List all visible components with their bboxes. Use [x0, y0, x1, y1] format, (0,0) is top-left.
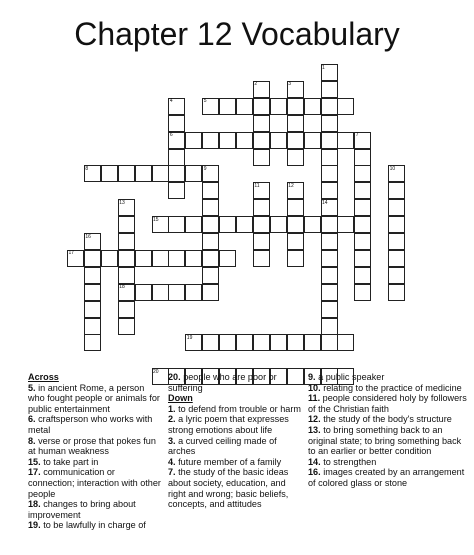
crossword-cell[interactable]	[354, 149, 371, 166]
down-clue-7: 7. the study of the basic ideas about society, education, and right and wrong; basic beliefs, concepts, and attitudes	[168, 467, 289, 510]
crossword-cell[interactable]	[236, 132, 253, 149]
crossword-cell[interactable]	[185, 216, 202, 233]
crossword-cell[interactable]	[354, 182, 371, 199]
crossword-cell[interactable]	[219, 132, 236, 149]
crossword-cell[interactable]	[337, 98, 354, 115]
clue-number-18: 18	[119, 284, 125, 291]
across-clue-5: 5. in ancient Rome, a person who fought people or animals for public entertainment	[28, 382, 160, 414]
clue-number-17: 17	[68, 250, 75, 257]
crossword-cell[interactable]	[202, 334, 219, 351]
clue-number-15: 15	[153, 216, 159, 223]
crossword-cell[interactable]	[84, 301, 101, 318]
crossword-cell[interactable]	[304, 132, 321, 149]
crossword-cell[interactable]	[236, 334, 253, 351]
clue-number-1: 1	[322, 64, 325, 71]
across-clue-17: 17. communication or connection; interaction with other people	[28, 467, 161, 499]
crossword-cell[interactable]	[168, 284, 185, 301]
crossword-cell[interactable]	[388, 267, 405, 284]
crossword-cell[interactable]	[219, 250, 236, 267]
crossword-cell[interactable]	[185, 132, 202, 149]
crossword-cell[interactable]	[321, 318, 338, 335]
crossword-cell[interactable]	[202, 132, 219, 149]
across-clue-18: 18. changes to bring about improvement	[28, 499, 136, 520]
crossword-cell[interactable]	[253, 98, 270, 115]
crossword-cell[interactable]	[84, 267, 101, 284]
crossword-cell[interactable]	[287, 199, 304, 216]
crossword-cell[interactable]	[185, 165, 202, 182]
crossword-cell[interactable]	[168, 182, 185, 199]
clue-number-6: 6	[169, 132, 173, 139]
crossword-cell[interactable]	[354, 284, 371, 301]
crossword-cell[interactable]	[354, 250, 371, 267]
crossword-cell[interactable]	[321, 132, 338, 149]
crossword-cell[interactable]	[219, 98, 236, 115]
crossword-cell[interactable]	[185, 284, 202, 301]
down-clue-4: 4. future member of a family	[168, 456, 282, 467]
crossword-cell[interactable]	[321, 334, 338, 351]
crossword-cell[interactable]	[202, 284, 219, 301]
crossword-cell[interactable]	[337, 132, 354, 149]
crossword-cell[interactable]	[118, 250, 135, 267]
crossword-cell[interactable]	[388, 250, 405, 267]
crossword-cell[interactable]	[304, 98, 321, 115]
clue-number-12: 12	[288, 182, 294, 189]
crossword-cell[interactable]	[152, 250, 169, 267]
crossword-cell[interactable]	[253, 149, 270, 166]
clue-number-5: 5	[203, 98, 207, 105]
across-clue-6: 6. craftsperson who works with metal	[28, 414, 153, 435]
across-heading: Across	[28, 372, 59, 382]
crossword-cell[interactable]	[219, 216, 236, 233]
crossword-cell[interactable]	[84, 334, 101, 351]
crossword-cell[interactable]	[202, 267, 219, 284]
crossword-cell[interactable]	[388, 182, 405, 199]
crossword-cell[interactable]	[287, 233, 304, 250]
clue-number-19: 19	[186, 334, 193, 341]
down-clue-13: 13. to bring something back to an original state; to bring something back to an earlier or better condition	[308, 424, 462, 457]
crossword-cell[interactable]	[287, 149, 304, 166]
crossword-cell[interactable]	[354, 233, 371, 250]
crossword-cell[interactable]	[287, 98, 304, 115]
crossword-cell[interactable]	[321, 233, 338, 250]
crossword-cell[interactable]	[236, 98, 253, 115]
crossword-cell[interactable]	[270, 132, 287, 149]
crossword-cell[interactable]	[321, 165, 338, 182]
crossword-cell[interactable]	[101, 165, 118, 182]
across-clue-20: 20. people who are poor or suffering	[168, 372, 277, 393]
crossword-cell[interactable]	[118, 301, 135, 318]
clues-column-3	[308, 372, 468, 489]
across-clue-15: 15. to take part in	[28, 456, 99, 467]
crossword-cell[interactable]	[388, 233, 405, 250]
crossword-cell[interactable]	[388, 284, 405, 301]
down-clue-14: 14. to strengthen	[308, 456, 377, 467]
crossword-cell[interactable]	[168, 250, 185, 267]
crossword-cell[interactable]	[219, 334, 236, 351]
crossword-cell[interactable]	[253, 132, 270, 149]
crossword-cell[interactable]	[135, 250, 152, 267]
crossword-cell[interactable]	[118, 233, 135, 250]
down-heading: Down	[168, 393, 193, 404]
crossword-cell[interactable]	[337, 216, 354, 233]
crossword-cell[interactable]	[270, 98, 287, 115]
crossword-cell[interactable]	[202, 199, 219, 216]
crossword-cell[interactable]	[152, 165, 169, 182]
crossword-cell[interactable]	[84, 284, 101, 301]
crossword-cell[interactable]	[287, 250, 304, 267]
crossword-cell[interactable]	[202, 233, 219, 250]
clue-number-10: 10	[389, 165, 396, 172]
crossword-cell[interactable]	[118, 216, 135, 233]
crossword-cell[interactable]	[321, 98, 338, 115]
clue-number-2: 2	[254, 81, 258, 88]
down-clue-1: 1. to defend from trouble or harm	[168, 403, 301, 414]
crossword-cell[interactable]	[168, 149, 185, 166]
crossword-cell[interactable]	[321, 115, 338, 132]
crossword-cell[interactable]	[168, 216, 185, 233]
crossword-cell[interactable]	[321, 81, 338, 98]
crossword-cell[interactable]	[388, 199, 405, 216]
crossword-cell[interactable]	[287, 132, 304, 149]
crossword-cell[interactable]	[287, 216, 304, 233]
down-clue-2: 2. a lyric poem that expresses strong emotions about life	[168, 414, 289, 435]
page-title: Chapter 12 Vocabulary	[74, 16, 400, 52]
clue-number-16: 16	[85, 233, 91, 240]
clue-number-4: 4	[169, 98, 173, 105]
crossword-cell[interactable]	[84, 318, 101, 335]
down-clue-11: 11. people considered holy by followers of the Christian faith	[308, 393, 467, 414]
clue-number-3: 3	[288, 81, 291, 88]
crossword-cell[interactable]	[236, 216, 253, 233]
crossword-cell[interactable]	[202, 182, 219, 199]
crossword-cell[interactable]	[253, 216, 270, 233]
clue-number-7: 7	[355, 132, 359, 139]
crossword-cell[interactable]	[354, 199, 371, 216]
crossword-cell[interactable]	[168, 115, 185, 132]
crossword-cell[interactable]	[354, 165, 371, 182]
crossword-cell[interactable]	[304, 216, 321, 233]
crossword-cell[interactable]	[135, 165, 152, 182]
crossword-cell[interactable]	[152, 284, 169, 301]
crossword-cell[interactable]	[168, 165, 185, 182]
clue-number-11: 11	[254, 182, 260, 189]
crossword-cell[interactable]	[118, 267, 135, 284]
down-clue-12: 12. the study of the body's structure	[308, 414, 452, 425]
down-clue-3: 3. a curved ceiling made of arches	[168, 435, 277, 457]
across-clue-19: 19. to be lawfully in charge of	[28, 520, 146, 531]
crossword-cell[interactable]	[354, 216, 371, 233]
crossword-cell[interactable]	[388, 216, 405, 233]
crossword-cell[interactable]	[253, 334, 270, 351]
clue-number-8: 8	[85, 165, 89, 172]
clue-number-9: 9	[203, 165, 207, 172]
crossword-cell[interactable]	[253, 250, 270, 267]
crossword-cell[interactable]	[202, 216, 219, 233]
crossword-cell[interactable]	[287, 115, 304, 132]
crossword-cell[interactable]	[354, 267, 371, 284]
down-clue-9: 9. a public speaker	[308, 372, 385, 382]
clues-column-2	[168, 372, 304, 510]
crossword-cell[interactable]	[118, 165, 135, 182]
crossword-cell[interactable]	[135, 284, 152, 301]
crossword-cell[interactable]	[321, 267, 338, 284]
crossword-cell[interactable]	[202, 250, 219, 267]
clue-number-14: 14	[322, 199, 328, 206]
crossword-cell[interactable]	[253, 233, 270, 250]
crossword-cell[interactable]	[321, 250, 338, 267]
crossword-cell[interactable]	[84, 250, 101, 267]
crossword-cell[interactable]	[337, 334, 354, 351]
down-clue-10: 10. relating to the practice of medicine	[308, 382, 462, 393]
crossword-cell[interactable]	[287, 334, 304, 351]
crossword-cell[interactable]	[253, 199, 270, 216]
clue-number-13: 13	[119, 199, 125, 206]
crossword-cell[interactable]	[321, 149, 338, 166]
clue-number-20: 20	[153, 368, 159, 375]
crossword-cell[interactable]	[321, 284, 338, 301]
crossword-cell[interactable]	[304, 334, 321, 351]
crossword-cell[interactable]	[253, 115, 270, 132]
crossword-cell[interactable]	[270, 216, 287, 233]
crossword-cell[interactable]	[270, 334, 287, 351]
crossword-cell[interactable]	[321, 216, 338, 233]
crossword-cell[interactable]	[321, 301, 338, 318]
crossword-cell[interactable]	[118, 318, 135, 335]
crossword-cell[interactable]	[185, 250, 202, 267]
crossword-cell[interactable]	[321, 182, 338, 199]
across-clue-8: 8. verse or prose that pokes fun at human weakness	[28, 435, 156, 457]
down-clue-16: 16. images created by an arrangement of colored glass or stone	[308, 467, 465, 488]
crossword-cell[interactable]	[101, 250, 118, 267]
